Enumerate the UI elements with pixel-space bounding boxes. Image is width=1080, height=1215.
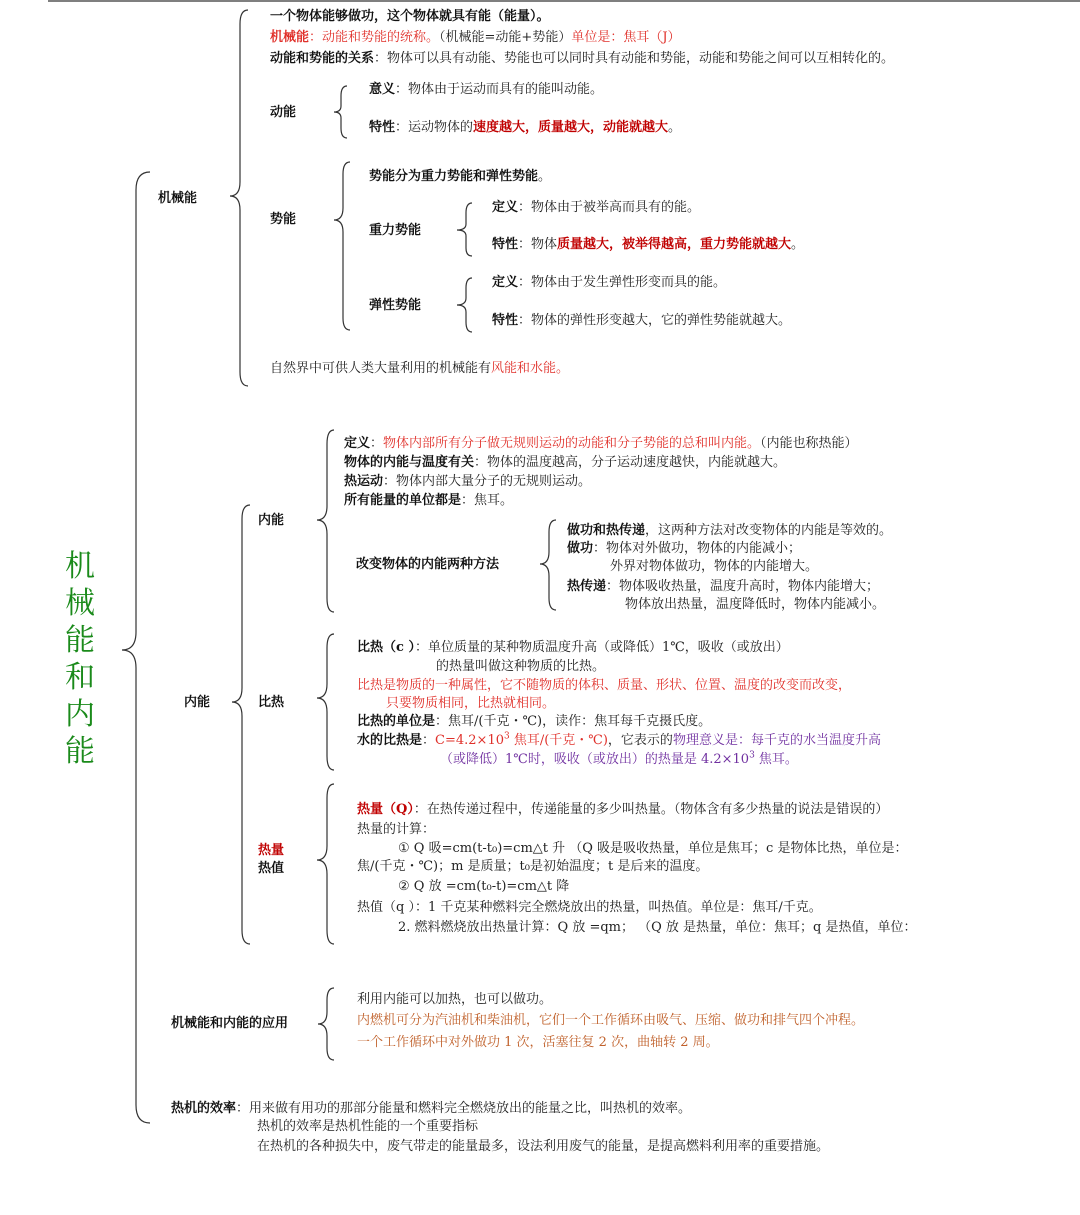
- title-char: 和: [65, 660, 95, 695]
- water-term: 水的比热是: [357, 733, 423, 748]
- internal-def: [344, 435, 858, 453]
- kinetic-brace: [334, 86, 347, 138]
- elastic-def: [492, 274, 726, 292]
- heat-line-3: ① Q 吸=cm(t-t₀)=cm△t 升 （Q 吸是吸收热量，单位是焦耳；c 是物体比热，单位是：: [398, 841, 908, 856]
- apply-label: 机械能和内能的应用: [171, 1016, 289, 1031]
- internal-label: 内能: [184, 695, 211, 710]
- kinetic-trait-highlight: 速度越大，质量越大，动能就越大: [473, 120, 669, 135]
- gravity-trait-end: 。: [791, 237, 805, 252]
- title-char: 能: [65, 734, 95, 769]
- gravity-trait: [492, 236, 804, 254]
- energy-unit-text: ：焦耳。: [461, 493, 514, 508]
- mech-formula: （机械能=动能+势能）: [439, 30, 572, 45]
- water-meaning: 物理意义是：每千克的水当温度升高: [672, 733, 881, 748]
- internal-sub-brace: [317, 430, 334, 612]
- title-char: 机: [65, 549, 95, 584]
- heat-line-5: ② Q 放 =cm(t₀-t)=cm△t 降: [398, 879, 570, 894]
- heat-line-6: 热值（q ）：1 千克某种燃料完全燃烧放出的热量，叫热值。单位是：焦耳/千克。: [357, 900, 822, 915]
- water-meaning-exp: 3: [749, 750, 755, 761]
- methods-line-4: [567, 578, 879, 596]
- kinetic-trait-term: 特性: [369, 120, 396, 135]
- potential-intro: [369, 168, 551, 186]
- transfer-text: ：物体吸收热量，温度升高时，物体内能增大；: [606, 579, 880, 594]
- elastic-trait-term: 特性: [492, 313, 519, 328]
- relation-term: 动能和势能的关系: [270, 51, 375, 66]
- mech-term: 机械能: [270, 30, 310, 45]
- elastic-trait: [492, 312, 791, 330]
- gravity-trait-text: ：物体: [518, 237, 558, 252]
- water-text: ，它表示的: [607, 733, 673, 748]
- heat-term: 热量（Q）: [357, 802, 414, 817]
- specific-line-5: [357, 713, 711, 731]
- internal-temp-term: 物体的内能与温度有关: [344, 455, 475, 470]
- heat-line-4: 焦/(千克・℃)；m 是质量；t₀是初始温度；t 是后来的温度。: [357, 859, 709, 874]
- internal-sub-label: 内能: [258, 513, 285, 528]
- heat-line-2: 热量的计算：: [357, 822, 436, 837]
- kinetic-label: 动能: [270, 105, 297, 120]
- relation-text: ：物体可以具有动能、势能也可以同时具有动能和势能，动能和势能之间可以互相转化的。: [374, 51, 895, 66]
- methods-line-2: [567, 540, 801, 558]
- gravity-def-term: 定义: [492, 200, 519, 215]
- elastic-brace: [457, 278, 472, 332]
- mech-def: ：动能和势能的统称。: [309, 30, 440, 45]
- potential-brace: [334, 162, 350, 330]
- mech-line-3: [270, 50, 894, 68]
- efficiency-label: 热机的效率: [171, 1101, 237, 1116]
- specific-text: ：单位质量的某种物质温度升高（或降低）1℃，吸收（或放出）: [414, 640, 789, 655]
- gravity-def-text: ：物体由于被举高而具有的能。: [518, 200, 701, 215]
- internal-def-note: （内能也称热能）: [760, 436, 858, 451]
- water-value-exp: 3: [503, 731, 510, 742]
- specific-line-7: [440, 751, 798, 769]
- specific-brace: [317, 634, 334, 770]
- internal-def-text: 物体内部所有分子做无规则运动的动能和分子势能的总和叫内能。: [383, 436, 761, 451]
- efficiency-line-2: 热机的效率是热机性能的一个重要指标: [257, 1119, 479, 1134]
- specific-unit-term: 比热的单位是: [357, 714, 436, 729]
- thermal-motion-text: ：物体内部大量分子的无规则运动。: [383, 474, 592, 489]
- internal-temp: [344, 454, 786, 472]
- mech-brace: [230, 10, 248, 386]
- apply-line-2: 内燃机可分为汽油机和柴油机，它们一个工作循环由吸气、压缩、做功和排气四个冲程。: [357, 1013, 865, 1028]
- specific-label: 比热: [258, 695, 285, 710]
- efficiency-def: ：用来做有用功的那部分能量和燃料完全燃烧放出的能量之比，叫热机的效率。: [236, 1101, 692, 1116]
- heatvalue-label: 热值: [258, 861, 285, 876]
- energy-unit: [344, 492, 513, 510]
- work-text: ：物体对外做功，物体的内能减小；: [593, 541, 802, 556]
- methods-line-3: 外界对物体做功，物体的内能增大。: [610, 559, 819, 574]
- kinetic-trait: [369, 119, 681, 137]
- apply-line-3: 一个工作循环中对外做功 1 次，活塞往复 2 次，曲轴转 2 周。: [357, 1035, 719, 1050]
- work-term: 做功: [567, 541, 594, 556]
- elastic-def-text: ：物体由于发生弹性形变而具的能。: [518, 275, 727, 290]
- methods-label: 改变物体的内能两种方法: [356, 557, 500, 572]
- elastic-label: 弹性势能: [369, 298, 422, 313]
- energy-unit-term: 所有能量的单位都是: [344, 493, 462, 508]
- mech-unit: 单位是：焦耳（J）: [571, 30, 681, 45]
- heatval-brace: [317, 784, 334, 944]
- title-char: 内: [65, 697, 95, 732]
- specific-line-6: [357, 732, 881, 750]
- methods-brace: [540, 520, 556, 610]
- internal-def-term: 定义: [344, 436, 371, 451]
- kinetic-meaning: [369, 81, 603, 99]
- specific-line-4: 只要物质相同，比热就相同。: [386, 696, 556, 711]
- specific-term: 比热（c ）: [357, 640, 415, 655]
- kinetic-meaning-text: ：物体由于运动而具有的能叫动能。: [395, 82, 604, 97]
- internal-brace: [232, 505, 250, 944]
- thermal-motion-term: 热运动: [344, 474, 384, 489]
- specific-line-3: 比热是物质的一种属性，它不随物质的体积、质量、形状、位置、温度的改变而改变，: [357, 678, 852, 693]
- elastic-def-term: 定义: [492, 275, 519, 290]
- nature-highlight: 风能和水能。: [491, 361, 570, 376]
- methods-line-1: [567, 522, 892, 540]
- main-brace: [122, 172, 150, 1123]
- mech-line-1: 一个物体能够做功，这个物体就具有能（能量）。: [270, 9, 550, 24]
- mech-label: 机械能: [158, 191, 198, 206]
- thermal-motion: [344, 473, 591, 491]
- potential-label: 势能: [270, 212, 297, 227]
- specific-line-1: [357, 639, 789, 657]
- efficiency-line-1: [171, 1100, 691, 1118]
- water-meaning-end: 焦耳。: [754, 752, 798, 767]
- gravity-trait-highlight: 质量越大，被举得越高，重力势能就越大: [557, 237, 792, 252]
- nature-text: 自然界中可供人类大量利用的机械能有: [270, 361, 492, 376]
- gravity-label: 重力势能: [369, 223, 422, 238]
- apply-brace: [318, 988, 334, 1060]
- page-title: [62, 548, 98, 770]
- kinetic-meaning-term: 意义: [369, 82, 396, 97]
- kinetic-trait-end: 。: [668, 120, 682, 135]
- specific-unit-text: ：焦耳/(千克・℃)，读作：焦耳每千克摄氏度。: [435, 714, 712, 729]
- heat-label: 热量: [258, 843, 285, 858]
- gravity-brace: [457, 203, 472, 256]
- transfer-term: 热传递: [567, 579, 607, 594]
- mech-line-2: [270, 29, 681, 47]
- elastic-trait-text: ：物体的弹性形变越大，它的弹性势能就越大。: [518, 313, 792, 328]
- methods-text: ，这两种方法对改变物体的内能是等效的。: [645, 523, 893, 538]
- efficiency-line-3: 在热机的各种损失中，废气带走的能量最多，设法利用废气的能量，是提高燃料利用率的重要措施。: [257, 1139, 830, 1154]
- methods-line-5: 物体放出热量，温度降低时，物体内能减小。: [625, 597, 886, 612]
- title-char: 能: [65, 623, 95, 658]
- methods-term: 做功和热传递: [567, 523, 646, 538]
- specific-line-2: 的热量叫做这种物质的比热。: [436, 659, 606, 674]
- nature-line: [270, 360, 569, 378]
- gravity-def: [492, 199, 700, 217]
- gravity-trait-term: 特性: [492, 237, 519, 252]
- heat-line-1: [357, 801, 888, 819]
- heat-line-7: 2. 燃料燃烧放出热量计算：Q 放 =qm； （Q 放 是热量，单位：焦耳；q 是热值，单位：: [398, 920, 917, 935]
- title-char: 械: [65, 586, 95, 621]
- water-colon: ：: [422, 733, 436, 748]
- internal-def-colon: ：: [370, 436, 384, 451]
- water-value: C=4.2×10: [435, 733, 504, 748]
- heat-text: ：在热传递过程中，传递能量的多少叫热量。（物体含有多少热量的说法是错误的）: [413, 802, 889, 817]
- water-meaning-cont: （或降低）1℃时，吸收（或放出）的热量是 4.2×10: [440, 752, 750, 767]
- potential-intro-end: 。: [538, 169, 552, 184]
- internal-temp-text: ：物体的温度越高，分子运动速度越快，内能就越大。: [474, 455, 787, 470]
- kinetic-trait-text: ：运动物体的: [395, 120, 474, 135]
- water-unit: 焦耳/(千克・℃): [509, 733, 608, 748]
- potential-intro-text: 势能分为重力势能和弹性势能: [369, 169, 539, 184]
- apply-line-1: 利用内能可以加热，也可以做功。: [357, 992, 553, 1007]
